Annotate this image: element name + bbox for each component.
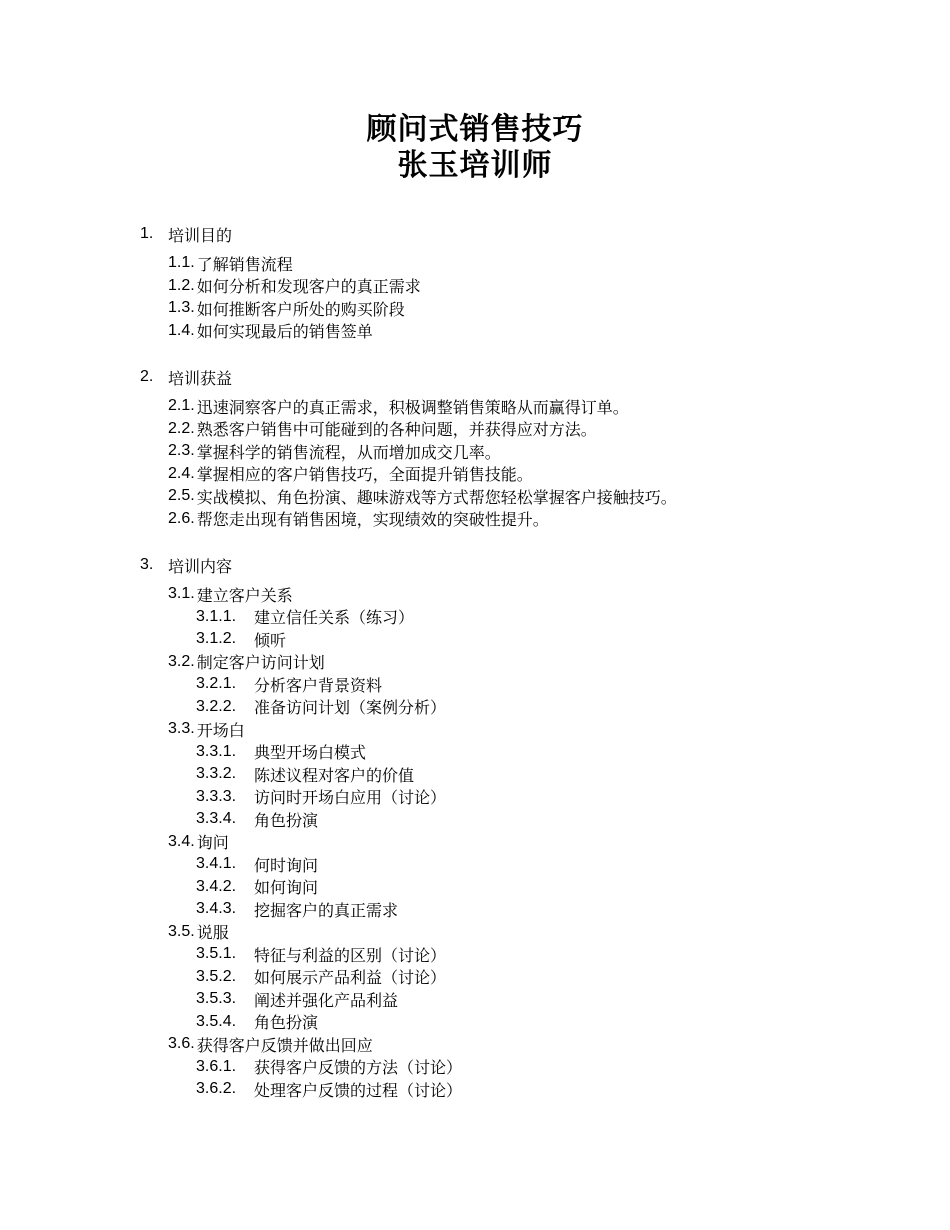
section-number: 3.: [140, 556, 154, 573]
section-training-goals: [140, 220, 900, 342]
section-number: 1.: [140, 225, 154, 242]
sub-item-number: 3.2.2.: [196, 697, 237, 715]
sub-item: [140, 1011, 900, 1034]
item-number: 2.6.: [168, 509, 195, 527]
item-number: 2.1.: [168, 397, 195, 415]
section-number: 2.: [140, 368, 154, 385]
sub-item: [140, 808, 900, 831]
sub-item-text: 挖掘客户的真正需求: [254, 900, 399, 920]
section-training-benefits: [140, 363, 900, 530]
sub-item-text: 陈述议程对客户的价值: [254, 765, 415, 785]
list-item: [140, 320, 900, 343]
section-title: 培训内容: [168, 556, 233, 576]
sub-item: [140, 1056, 900, 1079]
sub-item-text: 如何询问: [254, 878, 319, 898]
item-number: 2.3.: [168, 442, 195, 460]
item-text: 掌握相应的客户销售技巧，全面提升销售技能。: [196, 465, 533, 485]
item-text: 建立客户关系: [196, 585, 293, 605]
item-number: 3.3.: [168, 720, 195, 738]
sub-item-text: 获得客户反馈的方法（讨论）: [254, 1058, 463, 1078]
list-item: [140, 718, 900, 741]
list-item: [140, 1033, 900, 1056]
section-title: 培训目的: [168, 225, 233, 245]
sub-item-text: 访问时开场白应用（讨论）: [254, 788, 447, 808]
item-text: 迅速洞察客户的真正需求，积极调整销售策略从而赢得订单。: [196, 397, 629, 417]
sub-item-text: 建立信任关系（练习）: [254, 608, 415, 628]
sub-item: [140, 943, 900, 966]
sub-item-number: 3.1.1.: [196, 607, 237, 625]
list-item: [140, 395, 900, 418]
item-text: 获得客户反馈并做出回应: [196, 1035, 373, 1055]
sub-item-text: 角色扮演: [254, 810, 319, 830]
sub-item: [140, 786, 900, 809]
item-number: 2.4.: [168, 464, 195, 482]
sub-item: [140, 763, 900, 786]
item-number: 2.2.: [168, 419, 195, 437]
item-number: 3.2.: [168, 652, 195, 670]
sub-item: [140, 966, 900, 989]
item-text: 说服: [196, 923, 229, 943]
sub-item-text: 典型开场白模式: [254, 743, 367, 763]
sub-item-text: 特征与利益的区别（讨论）: [254, 945, 447, 965]
section-title: 培训获益: [168, 368, 233, 388]
sub-item-number: 3.5.2.: [196, 967, 237, 985]
sub-item-number: 3.3.3.: [196, 787, 237, 805]
sub-item: [140, 696, 900, 719]
sub-item-text: 何时询问: [254, 855, 319, 875]
list-item: [140, 418, 900, 441]
sub-item-number: 3.4.1.: [196, 855, 237, 873]
section-heading: [140, 363, 900, 391]
list-item: [140, 583, 900, 606]
list-item: [140, 831, 900, 854]
item-text: 询问: [196, 833, 229, 853]
sub-item: [140, 628, 900, 651]
list-item: [140, 252, 900, 275]
sub-item: [140, 988, 900, 1011]
sub-item-number: 3.5.3.: [196, 990, 237, 1008]
outline: [140, 220, 900, 1122]
item-text: 实战模拟、角色扮演、趣味游戏等方式帮您轻松掌握客户接触技巧。: [196, 487, 677, 507]
item-text: 制定客户访问计划: [196, 653, 325, 673]
sub-item-number: 3.5.1.: [196, 945, 237, 963]
sub-item: [140, 853, 900, 876]
item-number: 2.5.: [168, 487, 195, 505]
sub-item-number: 3.4.3.: [196, 900, 237, 918]
item-number: 3.1.: [168, 585, 195, 603]
item-number: 1.4.: [168, 321, 195, 339]
list-item: [140, 651, 900, 674]
sub-item: [140, 606, 900, 629]
list-item: [140, 463, 900, 486]
item-number: 1.1.: [168, 254, 195, 272]
item-text: 如何实现最后的销售签单: [196, 322, 373, 342]
sub-item: [140, 898, 900, 921]
list-item: [140, 297, 900, 320]
sub-item: [140, 876, 900, 899]
sub-item-text: 阐述并强化产品利益: [254, 990, 399, 1010]
sub-item-text: 角色扮演: [254, 1013, 319, 1033]
list-item: [140, 508, 900, 531]
item-number: 3.4.: [168, 832, 195, 850]
sub-item-number: 3.5.4.: [196, 1012, 237, 1030]
item-text: 熟悉客户销售中可能碰到的各种问题，并获得应对方法。: [196, 420, 597, 440]
item-text: 如何分析和发现客户的真正需求: [196, 277, 421, 297]
sub-item: [140, 741, 900, 764]
item-text: 如何推断客户所处的购买阶段: [196, 299, 405, 319]
sub-item-number: 3.6.1.: [196, 1057, 237, 1075]
sub-item-number: 3.4.2.: [196, 877, 237, 895]
item-number: 1.2.: [168, 276, 195, 294]
document-title: 顾问式销售技巧: [366, 112, 584, 147]
list-item: [140, 440, 900, 463]
list-item: [140, 485, 900, 508]
sub-item-number: 3.2.1.: [196, 675, 237, 693]
list-item: [140, 275, 900, 298]
section-training-content: [140, 551, 900, 1101]
sub-item-number: 3.3.1.: [196, 742, 237, 760]
list-item: [140, 921, 900, 944]
item-text: 掌握科学的销售流程，从而增加成交几率。: [196, 442, 501, 462]
sub-item-number: 3.1.2.: [196, 630, 237, 648]
sub-item-text: 分析客户背景资料: [254, 675, 383, 695]
sub-item-text: 如何展示产品利益（讨论）: [254, 968, 447, 988]
item-number: 1.3.: [168, 299, 195, 317]
section-heading: [140, 551, 900, 579]
sub-item-text: 处理客户反馈的过程（讨论）: [254, 1080, 463, 1100]
sub-item-number: 3.3.4.: [196, 810, 237, 828]
document-subtitle: 张玉培训师: [397, 148, 553, 183]
sub-item-text: 倾听: [254, 630, 287, 650]
sub-item-number: 3.3.2.: [196, 765, 237, 783]
sub-item-number: 3.6.2.: [196, 1080, 237, 1098]
item-text: 开场白: [196, 720, 245, 740]
item-number: 3.6.: [168, 1035, 195, 1053]
item-number: 3.5.: [168, 922, 195, 940]
item-text: 了解销售流程: [196, 254, 293, 274]
item-text: 帮您走出现有销售困境，实现绩效的突破性提升。: [196, 510, 549, 530]
title-block: [0, 112, 950, 184]
sub-item: [140, 1078, 900, 1101]
section-heading: [140, 220, 900, 248]
sub-item: [140, 673, 900, 696]
sub-item-text: 准备访问计划（案例分析）: [254, 698, 447, 718]
